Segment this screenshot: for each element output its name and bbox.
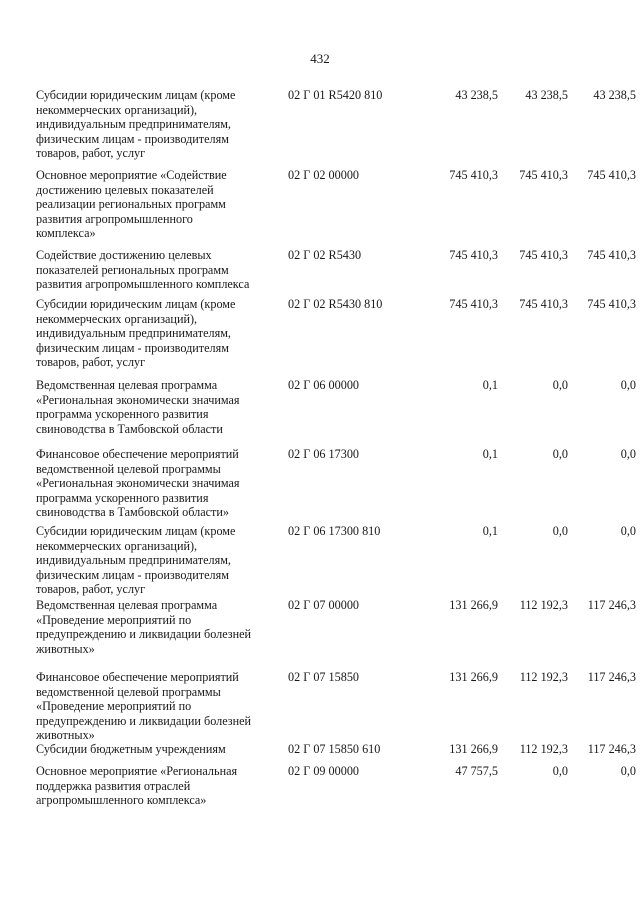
- row-name-line: ведомственной целевой программы: [36, 684, 221, 699]
- row-name-line: реализации региональных программ: [36, 197, 226, 212]
- row-code: 02 Г 02 00000: [288, 168, 360, 182]
- row-name-line: Субсидии юридическим лицам (кроме: [36, 524, 236, 538]
- row-name-line: «Региональная экономически значимая: [36, 392, 240, 407]
- row-code: 02 Г 07 00000: [288, 598, 360, 612]
- row-name-line: ведомственной целевой программы: [36, 461, 221, 476]
- row-code: 02 Г 02 R5430 810: [288, 297, 383, 311]
- row-name-line: Финансовое обеспечение мероприятий: [36, 670, 239, 684]
- page-number: 432: [310, 51, 330, 66]
- row-value-3: 745 410,3: [587, 248, 636, 262]
- row-name: [36, 764, 284, 808]
- row-value-2: 0,0: [552, 524, 568, 538]
- row-name-line: животных»: [36, 728, 95, 743]
- row-value-2: 112 192,3: [519, 670, 568, 684]
- row-value-2: 745 410,3: [519, 297, 568, 311]
- row-name: [36, 248, 284, 292]
- row-value-3: 0,0: [620, 378, 636, 392]
- row-name-line: Ведомственная целевая программа: [36, 378, 218, 392]
- table-row: [36, 598, 636, 656]
- row-code: 02 Г 06 00000: [288, 378, 360, 392]
- row-name-line: предупреждению и ликвидации болезней: [36, 627, 252, 642]
- row-name-line: развития агропромышленного: [36, 211, 193, 226]
- row-name-line: некоммерческих организаций),: [36, 102, 198, 117]
- row-value-3: 0,0: [620, 524, 636, 538]
- row-name-line: Субсидии бюджетным учреждениям: [36, 742, 226, 756]
- row-value-3: 745 410,3: [587, 168, 636, 182]
- table-row: [36, 524, 636, 597]
- row-value-1: 745 410,3: [449, 248, 498, 262]
- row-value-3: 117 246,3: [587, 742, 636, 756]
- row-name: [36, 378, 284, 436]
- row-code: 02 Г 07 15850: [288, 670, 360, 684]
- row-name-line: животных»: [36, 641, 95, 656]
- row-value-1: 745 410,3: [449, 297, 498, 311]
- row-name-line: физическим лицам - производителям: [36, 131, 229, 146]
- row-value-1: 131 266,9: [449, 670, 498, 684]
- row-value-1: 0,1: [482, 524, 498, 538]
- table-row: [36, 378, 636, 436]
- row-name: [36, 447, 284, 520]
- row-code: 02 Г 07 15850 610: [288, 742, 381, 756]
- row-value-2: 112 192,3: [519, 742, 568, 756]
- row-value-1: 43 238,5: [455, 88, 498, 102]
- table-row: [36, 670, 636, 743]
- row-name-line: комплекса»: [36, 226, 96, 241]
- row-code: 02 Г 09 00000: [288, 764, 360, 778]
- row-value-3: 0,0: [620, 447, 636, 461]
- row-value-1: 47 757,5: [455, 764, 498, 778]
- row-name-line: Ведомственная целевая программа: [36, 598, 218, 612]
- row-name-line: развития агропромышленного комплекса: [36, 277, 250, 292]
- row-value-2: 43 238,5: [525, 88, 568, 102]
- row-name-line: Основное мероприятие «Региональная: [36, 764, 238, 778]
- row-value-3: 117 246,3: [587, 670, 636, 684]
- row-code: 02 Г 02 R5430: [288, 248, 362, 262]
- table-row: [36, 88, 636, 161]
- row-name-line: предупреждению и ликвидации болезней: [36, 713, 252, 728]
- row-name-line: показателей региональных программ: [36, 262, 229, 277]
- row-value-1: 0,1: [482, 378, 498, 392]
- row-name-line: товаров, работ, услуг: [36, 582, 146, 597]
- row-name-line: Содействие достижению целевых: [36, 248, 212, 262]
- row-name-line: агропромышленного комплекса»: [36, 793, 207, 808]
- row-name: [36, 168, 284, 241]
- row-value-3: 43 238,5: [593, 88, 636, 102]
- row-value-2: 0,0: [552, 378, 568, 392]
- row-value-2: 0,0: [552, 764, 568, 778]
- row-name-line: Основное мероприятие «Содействие: [36, 168, 227, 182]
- row-name-line: достижению целевых показателей: [36, 182, 214, 197]
- row-value-3: 745 410,3: [587, 297, 636, 311]
- row-value-1: 131 266,9: [449, 742, 498, 756]
- row-name-line: товаров, работ, услуг: [36, 146, 146, 161]
- row-name-line: физическим лицам - производителям: [36, 567, 229, 582]
- row-name: [36, 297, 284, 370]
- row-value-2: 745 410,3: [519, 248, 568, 262]
- row-name-line: программа ускоренного развития: [36, 407, 209, 422]
- table-row: [36, 742, 636, 757]
- row-name-line: некоммерческих организаций),: [36, 538, 198, 553]
- row-name-line: поддержка развития отраслей: [36, 778, 191, 793]
- row-name: [36, 598, 284, 656]
- row-value-1: 745 410,3: [449, 168, 498, 182]
- row-value-2: 0,0: [552, 447, 568, 461]
- row-value-1: 0,1: [482, 447, 498, 461]
- row-value-2: 112 192,3: [519, 598, 568, 612]
- row-name-line: «Проведение мероприятий по: [36, 699, 192, 714]
- row-name: [36, 524, 284, 597]
- row-name-line: товаров, работ, услуг: [36, 355, 146, 370]
- row-value-1: 131 266,9: [449, 598, 498, 612]
- row-name: [36, 88, 284, 161]
- table-row: [36, 764, 636, 808]
- row-name: [36, 742, 284, 757]
- row-name-line: индивидуальным предпринимателям,: [36, 553, 231, 568]
- row-name-line: «Региональная экономически значимая: [36, 476, 240, 491]
- table-row: [36, 297, 636, 370]
- row-value-2: 745 410,3: [519, 168, 568, 182]
- row-code: 02 Г 06 17300: [288, 447, 360, 461]
- row-name-line: индивидуальным предпринимателям,: [36, 117, 231, 132]
- row-value-3: 117 246,3: [587, 598, 636, 612]
- row-name-line: Субсидии юридическим лицам (кроме: [36, 297, 236, 311]
- row-name-line: «Проведение мероприятий по: [36, 612, 192, 627]
- table-row: [36, 168, 636, 241]
- row-name-line: Субсидии юридическим лицам (кроме: [36, 88, 236, 102]
- row-name: [36, 670, 284, 743]
- row-name-line: Финансовое обеспечение мероприятий: [36, 447, 239, 461]
- row-code: 02 Г 06 17300 810: [288, 524, 381, 538]
- table-row: [36, 248, 636, 292]
- row-name-line: свиноводства в Тамбовской области»: [36, 505, 229, 520]
- row-value-3: 0,0: [620, 764, 636, 778]
- row-name-line: программа ускоренного развития: [36, 490, 209, 505]
- row-name-line: свиноводства в Тамбовской области: [36, 421, 223, 436]
- table-row: [36, 447, 636, 520]
- row-name-line: физическим лицам - производителям: [36, 340, 229, 355]
- row-code: 02 Г 01 R5420 810: [288, 88, 383, 102]
- row-name-line: индивидуальным предпринимателям,: [36, 326, 231, 341]
- row-name-line: некоммерческих организаций),: [36, 311, 198, 326]
